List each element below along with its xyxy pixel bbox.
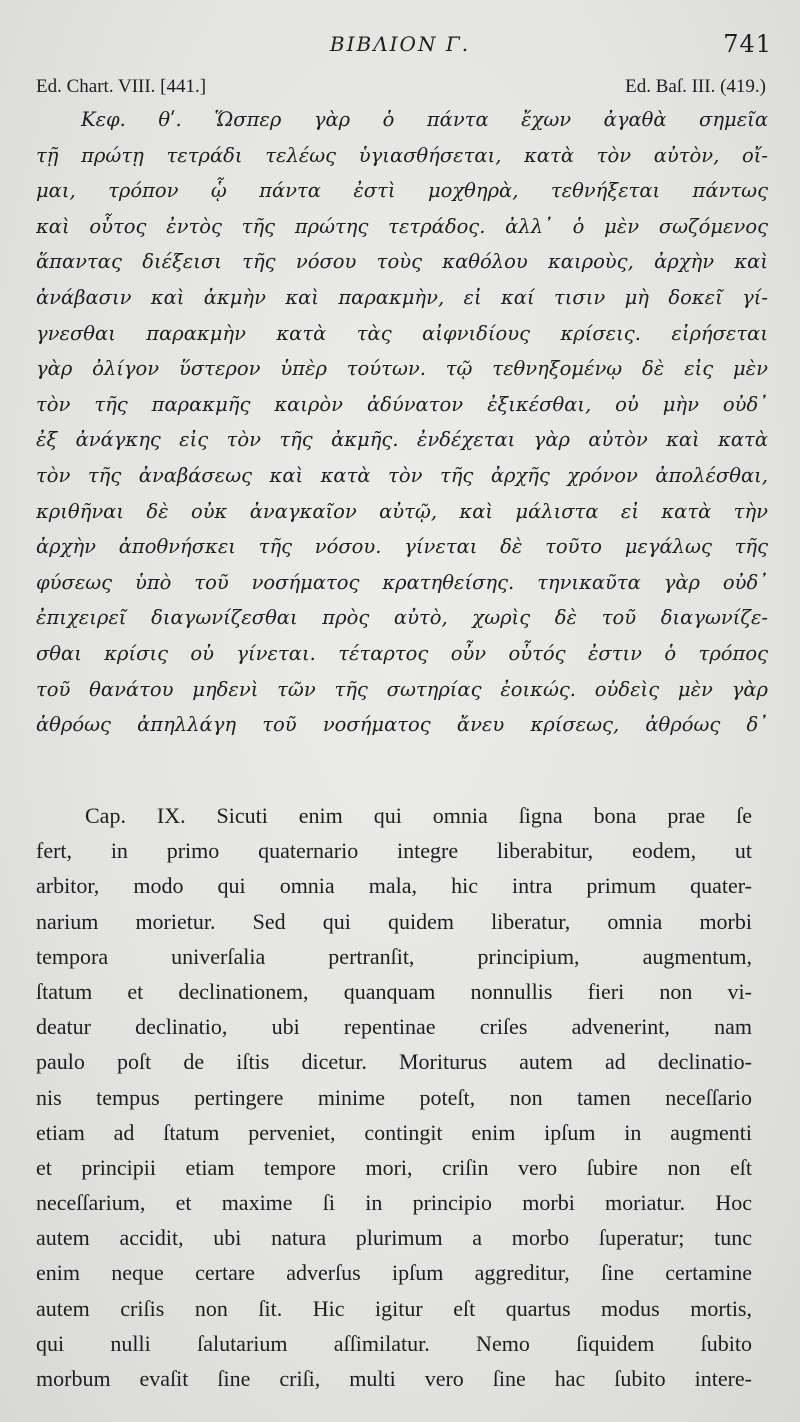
- greek-line: ἐξ ἀνάγκης εἰς τὸν τῆς ἀκμῆς. ἐνδέχεται γὰρ αὐτὸν καὶ κατὰ: [36, 428, 768, 452]
- greek-line: καὶ οὗτος ἐντὸς τῆς πρώτης τετράδος. ἀλλ᾽ ὁ μὲν σωζόμενος: [36, 214, 768, 238]
- greek-line: γὰρ ὀλίγον ὕστερον ὑπὲρ τούτων. τῷ τεθνηξομένῳ δὲ εἰς μὲν: [36, 357, 768, 381]
- running-head: [0, 30, 800, 60]
- latin-line: tempora univerſalia pertranſit, principium, augmentum,: [36, 943, 752, 969]
- latin-line: et principii etiam tempore mori, criſin vero ſubire non eſt: [36, 1154, 752, 1180]
- latin-text-block: [36, 798, 752, 1396]
- greek-line: τὸν τῆς παρακμῆς καιρὸν ἀδύνατον ἐξικέσθαι, οὐ μὴν οὐδ᾽: [36, 392, 768, 416]
- latin-line: arbitor, modo qui omnia mala, hic intra primum quater-: [36, 873, 752, 899]
- greek-line: ἀνάβασιν καὶ ἀκμὴν καὶ παρακμὴν, εἰ καί τισιν μὴ δοκεῖ γί-: [36, 285, 768, 309]
- latin-line: autem accidit, ubi natura plurimum a morbo ſuperatur; tunc: [36, 1225, 752, 1251]
- greek-line: ἀρχὴν ἀποθνήσκει τῆς νόσου. γίνεται δὲ τοῦτο μεγάλως τῆς: [36, 535, 768, 559]
- edition-basel: Ed. Baſ. III. (419.): [625, 76, 766, 97]
- latin-line: etiam ad ſtatum perveniet, contingit enim ipſum in augmenti: [36, 1119, 752, 1145]
- greek-line: γνεσθαι παρακμὴν κατὰ τὰς αἰφνιδίους κρίσεις. εἰρήσεται: [36, 321, 768, 345]
- greek-line: Κεφ. θʹ. Ὥσπερ γὰρ ὁ πάντα ἔχων ἀγαθὰ σημεῖα: [81, 108, 768, 131]
- edition-chartier: Ed. Chart. VIII. [441.]: [36, 76, 207, 97]
- latin-line: ſtatum et declinationem, quanquam nonnullis fieri non vi-: [36, 978, 752, 1004]
- greek-line: σθαι κρίσις οὐ γίνεται. τέταρτος οὖν οὗτός ἐστιν ὁ τρόπος: [36, 641, 768, 665]
- latin-line: qui nulli ſalutarium aſſimilatur. Nemo ſiquidem ſubito: [36, 1330, 752, 1356]
- greek-line: μαι, τρόπον ᾧ πάντα ἐστὶ μοχθηρὰ, τεθνήξεται πάντως: [36, 179, 768, 203]
- latin-line: morbum evaſit ſine criſi, multi vero ſine hac ſubito intere-: [36, 1366, 752, 1391]
- latin-line: fert, in primo quaternario integre liberabitur, eodem, ut: [36, 838, 752, 864]
- edition-references: [36, 76, 766, 102]
- greek-text-block: [36, 102, 768, 743]
- latin-line: autem criſis non ſit. Hic igitur eſt quartus modus mortis,: [36, 1295, 752, 1321]
- latin-line: neceſſarium, et maxime ſi in principio morbi moriatur. Hoc: [36, 1190, 752, 1216]
- greek-line: κριθῆναι δὲ οὐκ ἀναγκαῖον αὐτῷ, καὶ μάλιστα εἰ κατὰ τὴν: [36, 499, 768, 523]
- latin-line: deatur declinatio, ubi repentinae criſes advenerint, nam: [36, 1014, 752, 1040]
- greek-line: ἐπιχειρεῖ διαγωνίζεσθαι πρὸς αὐτὸ, χωρὶς δὲ τοῦ διαγωνίζε-: [36, 606, 768, 630]
- latin-line: paulo poſt de iſtis dicetur. Moriturus autem ad declinatio-: [36, 1049, 752, 1075]
- greek-line: φύσεως ὑπὸ τοῦ νοσήματος κρατηθείσης. τηνικαῦτα γὰρ οὐδ᾽: [36, 570, 768, 594]
- greek-line: τοῦ θανάτου μηδενὶ τῶν τῆς σωτηρίας ἐοικώς. οὐδεὶς μὲν γὰρ: [36, 677, 768, 701]
- latin-line: narium morietur. Sed qui quidem liberatur, omnia morbi: [36, 908, 752, 934]
- page-number: 741: [723, 30, 772, 58]
- latin-line: nis tempus pertingere minime poteſt, non tamen neceſſario: [36, 1084, 752, 1110]
- latin-line: enim neque certare adverſus ipſum aggreditur, ſine certamine: [36, 1260, 752, 1286]
- greek-line: τὸν τῆς ἀναβάσεως καὶ κατὰ τὸν τῆς ἀρχῆς χρόνον ἀπολέσθαι,: [36, 463, 768, 487]
- latin-line: Cap. IX. Sicuti enim qui omnia ſigna bona prae ſe: [85, 803, 752, 828]
- greek-line: ἀθρόως ἀπηλλάγη τοῦ νοσήματος ἄνευ κρίσεως, ἀθρόως δ᾽: [36, 713, 768, 737]
- greek-line: τῇ πρώτῃ τετράδι τελέως ὑγιασθήσεται, κατὰ τὸν αὐτὸν, οἴ-: [36, 143, 768, 167]
- book-title: ΒΙΒΛΙΟΝ Γ.: [329, 32, 471, 56]
- greek-line: ἅπαντας διέξεισι τῆς νόσου τοὺς καθόλου καιροὺς, ἀρχὴν καὶ: [36, 250, 768, 274]
